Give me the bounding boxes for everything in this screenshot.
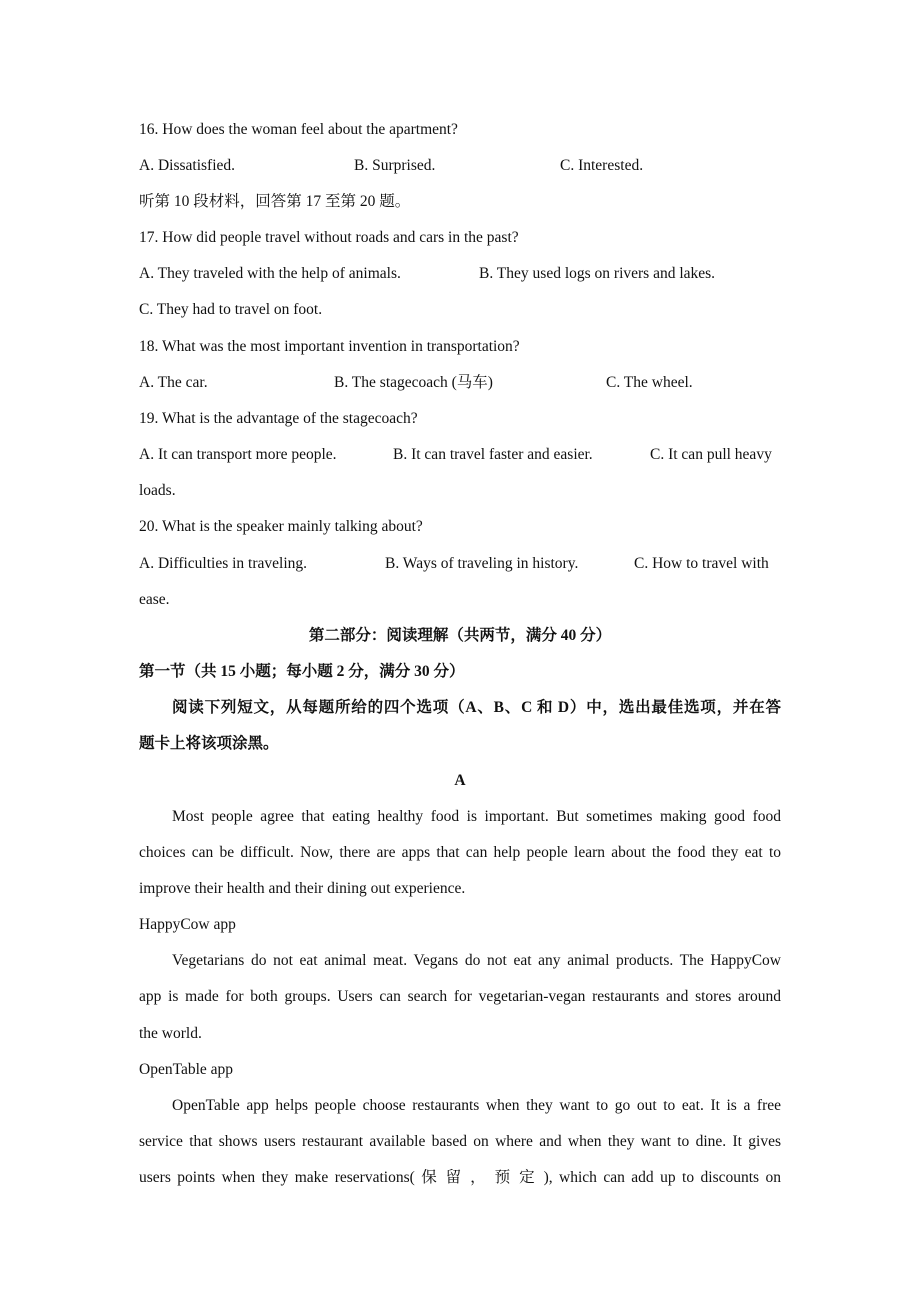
q19-option-c: C. It can pull heavy: [650, 446, 772, 463]
q19-option-b: B. It can travel faster and easier.: [393, 446, 593, 463]
q16-option-c: C. Interested.: [560, 157, 644, 174]
question-18: 18. What was the most important invention in transportation?: [139, 338, 520, 355]
section-10-instruction: 听第 10 段材料，回答第 17 至第 20 题。: [139, 193, 411, 210]
q20-option-b: B. Ways of traveling in history.: [385, 555, 579, 572]
passage-label: A: [454, 772, 466, 789]
happycow-line-3: the world.: [139, 1025, 202, 1042]
opentable-title: OpenTable app: [139, 1061, 234, 1078]
question-20: 20. What is the speaker mainly talking about?: [139, 518, 423, 535]
reading-instruction-line-1: 阅读下列短文，从每题所给的四个选项（A、B、C 和 D）中，选出最佳选项，并在答: [172, 699, 781, 716]
q17-option-c: C. They had to travel on foot.: [139, 301, 323, 318]
intro-line-1: Most people agree that eating healthy food is important. But sometimes making good food: [172, 808, 781, 825]
q20-option-c-continuation: ease.: [139, 591, 170, 608]
question-19: 19. What is the advantage of the stagecoach?: [139, 410, 418, 427]
opentable-line-2: service that shows users restaurant available based on where and when they want to dine. It gives: [139, 1133, 781, 1150]
q20-option-a: A. Difficulties in traveling.: [139, 555, 308, 572]
q19-option-a: A. It can transport more people.: [139, 446, 337, 463]
happycow-line-2: app is made for both groups. Users can search for vegetarian-vegan restaurants and stores around: [139, 988, 781, 1005]
intro-line-2: choices can be difficult. Now, there are apps that can help people learn about the food they eat to: [139, 844, 781, 861]
q16-option-a: A. Dissatisfied.: [139, 157, 236, 174]
part-two-title: 第二部分：阅读理解（共两节，满分 40 分）: [308, 627, 612, 644]
opentable-line-3: users points when they make reservations( 保 留 ， 预 定 ), which can add up to discounts on: [139, 1169, 781, 1186]
opentable-line-1: OpenTable app helps people choose restaurants when they want to go out to eat. It is a free: [172, 1097, 781, 1114]
question-16: 16. How does the woman feel about the apartment?: [139, 121, 458, 138]
intro-line-3: improve their health and their dining out experience.: [139, 880, 466, 897]
happycow-title: HappyCow app: [139, 916, 236, 933]
q18-option-a: A. The car.: [139, 374, 208, 391]
q20-option-c: C. How to travel with: [634, 555, 769, 572]
q17-option-b: B. They used logs on rivers and lakes.: [479, 265, 716, 282]
question-17: 17. How did people travel without roads and cars in the past?: [139, 229, 519, 246]
q18-option-c: C. The wheel.: [606, 374, 693, 391]
section-one-title: 第一节（共 15 小题；每小题 2 分，满分 30 分）: [139, 663, 465, 680]
q17-option-a: A. They traveled with the help of animals.: [139, 265, 401, 282]
q19-option-c-continuation: loads.: [139, 482, 176, 499]
reading-instruction-line-2: 题卡上将该项涂黑。: [139, 735, 279, 752]
q16-option-b: B. Surprised.: [354, 157, 436, 174]
q18-option-b: B. The stagecoach (马车): [334, 374, 493, 391]
happycow-line-1: Vegetarians do not eat animal meat. Vegans do not eat any animal products. The HappyCow: [172, 952, 781, 969]
